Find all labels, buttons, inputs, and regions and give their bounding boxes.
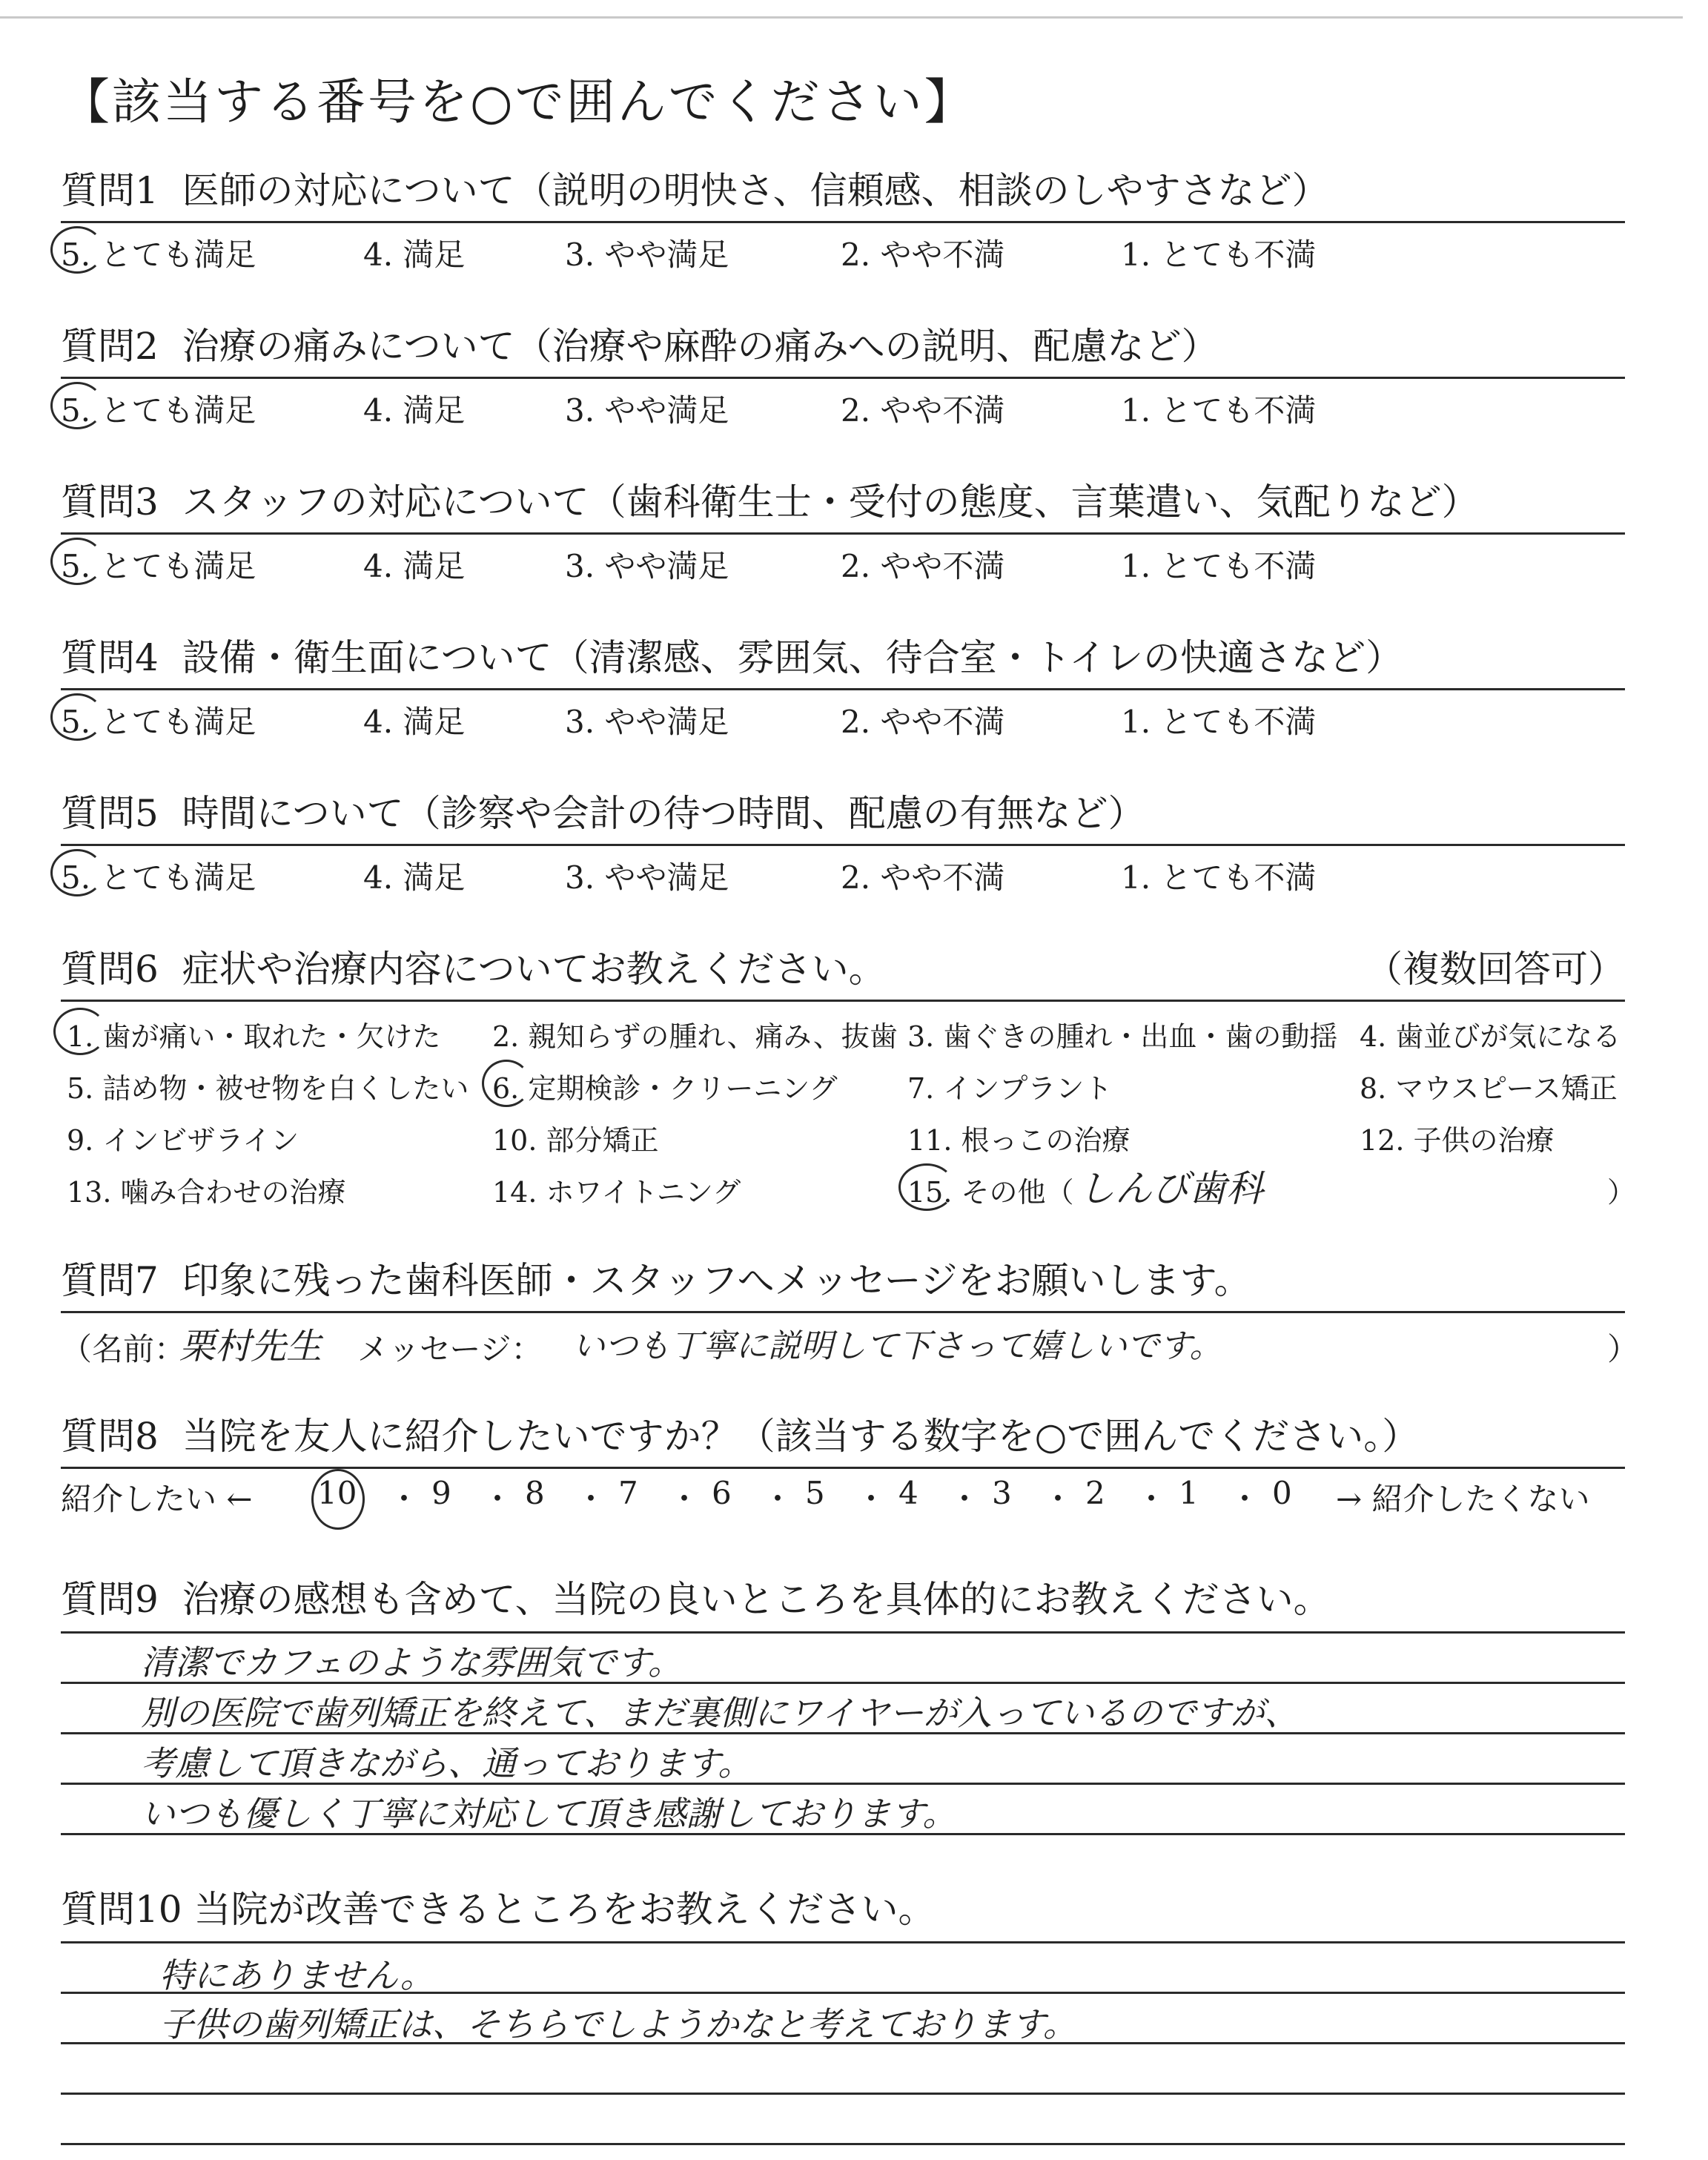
question-5	[61, 787, 1625, 898]
question-8	[61, 1410, 1625, 1528]
scale-7[interactable]: 7	[618, 1475, 638, 1511]
answer-line[interactable]: 別の医院で歯列矯正を終えて、まだ裏側にワイヤーが入っているのですが、	[141, 1693, 1299, 1733]
symptom-option[interactable]: 9. インビザライン	[67, 1124, 299, 1157]
question-heading	[61, 476, 1625, 528]
question-heading	[61, 320, 1625, 372]
option-4[interactable]: 4. 満足	[363, 237, 466, 273]
rating-options	[61, 690, 1625, 742]
option-2[interactable]: 2. やや不満	[841, 237, 1005, 273]
answer-line[interactable]: 子供の歯列矯正は、そちらでしようかなと考えております。	[159, 2004, 1077, 2044]
scale-dot: ・	[762, 1481, 794, 1517]
question-heading	[61, 1573, 1625, 1625]
question-3	[61, 476, 1625, 587]
rating-options	[61, 379, 1625, 431]
question-text: 当院を友人に紹介したいですか？（該当する数字を○で囲んでください。）	[182, 1415, 1420, 1458]
question-text: 時間について（診察や会計の待つ時間、配慮の有無など）	[182, 792, 1145, 835]
question-text: 医師の対応について（説明の明快さ、信頼感、相談のしやすさなど）	[182, 169, 1329, 212]
question-4	[61, 632, 1625, 742]
question-label: 質問3	[61, 480, 159, 524]
option-5[interactable]: 5. とても満足	[61, 859, 256, 896]
page-edge	[0, 16, 1683, 19]
scale-left-label: 紹介したい ←	[61, 1481, 253, 1517]
rating-options	[61, 223, 1625, 275]
other-close-paren: ）	[1607, 1176, 1636, 1209]
symptom-option[interactable]: 10. 部分矯正	[492, 1124, 659, 1157]
question-label: 質問7	[61, 1259, 159, 1302]
question-text: 設備・衛生面について（清潔感、雰囲気、待合室・トイレの快適さなど）	[182, 636, 1403, 679]
ruled-line	[61, 1941, 1625, 1943]
question-heading	[61, 1410, 1625, 1462]
question-heading	[61, 943, 1625, 995]
question-label: 質問1	[61, 169, 159, 212]
question-label: 質問4	[61, 636, 159, 679]
option-2[interactable]: 2. やや不満	[841, 548, 1005, 584]
question-1	[61, 165, 1625, 275]
question-label: 質問8	[61, 1415, 159, 1458]
scale-8[interactable]: 8	[525, 1475, 545, 1511]
question-text: 治療の感想も含めて、当院の良いところを具体的にお教えください。	[182, 1578, 1331, 1621]
question-label: 質問6	[61, 948, 159, 991]
option-1[interactable]: 1. とても不満	[1121, 704, 1317, 740]
name-field[interactable]: 栗村先生	[179, 1326, 322, 1367]
symptom-option[interactable]: 5. 詰め物・被せ物を白くしたい	[67, 1072, 469, 1105]
question-label: 質問9	[61, 1578, 159, 1621]
option-4[interactable]: 4. 満足	[363, 392, 466, 429]
question-heading	[61, 787, 1625, 839]
question-9	[61, 1573, 1625, 1625]
question-6	[61, 943, 1636, 1217]
scale-dot: ・	[855, 1481, 887, 1517]
scale-9[interactable]: 9	[431, 1475, 451, 1511]
ruled-line	[61, 1631, 1625, 1634]
scale-dot: ・	[388, 1481, 420, 1517]
ruled-line	[61, 2093, 1625, 2095]
question-text: 印象に残った歯科医師・スタッフへメッセージをお願いします。	[182, 1259, 1251, 1302]
scale-dot: ・	[669, 1481, 701, 1517]
answer-line[interactable]: いつも優しく丁寧に対応して頂き感謝しております。	[141, 1794, 957, 1834]
ruled-line	[61, 2143, 1625, 2145]
answer-line[interactable]: 特にありません。	[159, 1955, 434, 1995]
symptom-option[interactable]: 6. 定期検診・クリーニング	[492, 1072, 838, 1105]
page-title: 【該当する番号を○で囲んでください】	[61, 73, 976, 131]
other-handwritten-text[interactable]: しんび歯科	[1078, 1167, 1263, 1210]
option-4[interactable]: 4. 満足	[363, 548, 466, 584]
scale-6[interactable]: 6	[712, 1475, 732, 1511]
scale-dot: ・	[482, 1481, 514, 1517]
symptom-option[interactable]: 15. その他（	[907, 1176, 1074, 1209]
scale-1[interactable]: 1	[1179, 1475, 1199, 1511]
question-heading	[61, 1883, 1625, 1935]
recommend-scale	[61, 1469, 1625, 1528]
symptom-option[interactable]: 14. ホワイトニング	[492, 1176, 741, 1209]
option-5[interactable]: 5. とても満足	[61, 704, 256, 740]
question-heading	[61, 165, 1625, 217]
symptom-option[interactable]: 13. 噛み合わせの治療	[67, 1176, 346, 1209]
rating-options	[61, 846, 1625, 898]
question-2	[61, 320, 1625, 431]
question-text: スタッフの対応について（歯科衛生士・受付の態度、言葉遣い、気配りなど）	[182, 480, 1479, 524]
option-5[interactable]: 5. とても満足	[61, 548, 256, 584]
message-close-paren: ）	[1607, 1331, 1639, 1367]
scale-dot: ・	[1042, 1481, 1074, 1517]
option-2[interactable]: 2. やや不満	[841, 859, 1005, 896]
option-5[interactable]: 5. とても満足	[61, 237, 256, 273]
question-text: 症状や治療内容についてお教えください。	[182, 948, 886, 991]
name-label: （名前：	[61, 1331, 186, 1367]
option-4[interactable]: 4. 満足	[363, 704, 466, 740]
rating-options	[61, 535, 1625, 587]
option-3[interactable]: 3. やや満足	[565, 704, 729, 740]
scale-dot: ・	[575, 1481, 607, 1517]
question-text: 当院が改善できるところをお教えください。	[193, 1888, 936, 1931]
symptom-option[interactable]: 8. マウスピース矯正	[1360, 1072, 1618, 1105]
option-3[interactable]: 3. やや満足	[565, 548, 729, 584]
multiple-answers-note: （複数回答可）	[1366, 948, 1625, 991]
scale-5[interactable]: 5	[805, 1475, 825, 1511]
option-3[interactable]: 3. やや満足	[565, 859, 729, 896]
option-1[interactable]: 1. とても不満	[1121, 859, 1317, 896]
answer-line[interactable]: 考慮して頂きながら、通っております。	[141, 1743, 752, 1783]
scale-2[interactable]: 2	[1085, 1475, 1105, 1511]
option-3[interactable]: 3. やや満足	[565, 237, 729, 273]
symptom-option[interactable]: 2. 親知らずの腫れ、痛み、抜歯	[492, 1020, 898, 1053]
option-4[interactable]: 4. 満足	[363, 859, 466, 896]
scale-3[interactable]: 3	[992, 1475, 1012, 1511]
symptom-option[interactable]: 12. 子供の治療	[1360, 1124, 1555, 1157]
question-heading	[61, 1255, 1625, 1307]
question-7	[61, 1255, 1639, 1380]
scale-dot: ・	[1136, 1481, 1168, 1517]
symptom-option[interactable]: 3. 歯ぐきの腫れ・出血・歯の動揺	[907, 1020, 1338, 1053]
message-field[interactable]: いつも丁寧に説明して下さって嬉しいです。	[572, 1327, 1222, 1365]
question-label: 質問10	[61, 1888, 182, 1931]
question-heading	[61, 632, 1625, 684]
symptom-options	[61, 1002, 1636, 1217]
scale-dot: ・	[949, 1481, 981, 1517]
option-3[interactable]: 3. やや満足	[565, 392, 729, 429]
question-label: 質問2	[61, 325, 159, 368]
option-2[interactable]: 2. やや不満	[841, 392, 1005, 429]
symptom-option[interactable]: 7. インプラント	[907, 1072, 1113, 1105]
scale-0[interactable]: 0	[1272, 1475, 1292, 1511]
option-1[interactable]: 1. とても不満	[1121, 237, 1317, 273]
symptom-option[interactable]: 4. 歯並びが気になる	[1360, 1020, 1621, 1053]
option-5[interactable]: 5. とても満足	[61, 392, 256, 429]
option-2[interactable]: 2. やや不満	[841, 704, 1005, 740]
question-label: 質問5	[61, 792, 159, 835]
scale-4[interactable]: 4	[898, 1475, 918, 1511]
scale-10[interactable]: 10	[317, 1475, 357, 1511]
question-10	[61, 1883, 1625, 1935]
symptom-option[interactable]: 11. 根っこの治療	[907, 1124, 1131, 1157]
option-1[interactable]: 1. とても不満	[1121, 548, 1317, 584]
message-row	[61, 1313, 1639, 1380]
symptom-option[interactable]: 1. 歯が痛い・取れた・欠けた	[67, 1020, 441, 1053]
message-label: メッセージ：	[357, 1331, 543, 1367]
answer-line[interactable]: 清潔でカフェのような雰囲気です。	[141, 1642, 683, 1682]
scale-dot: ・	[1229, 1481, 1261, 1517]
scale-right-label: → 紹介したくない	[1336, 1481, 1590, 1517]
option-1[interactable]: 1. とても不満	[1121, 392, 1317, 429]
question-text: 治療の痛みについて（治療や麻酔の痛みへの説明、配慮など）	[182, 325, 1219, 368]
